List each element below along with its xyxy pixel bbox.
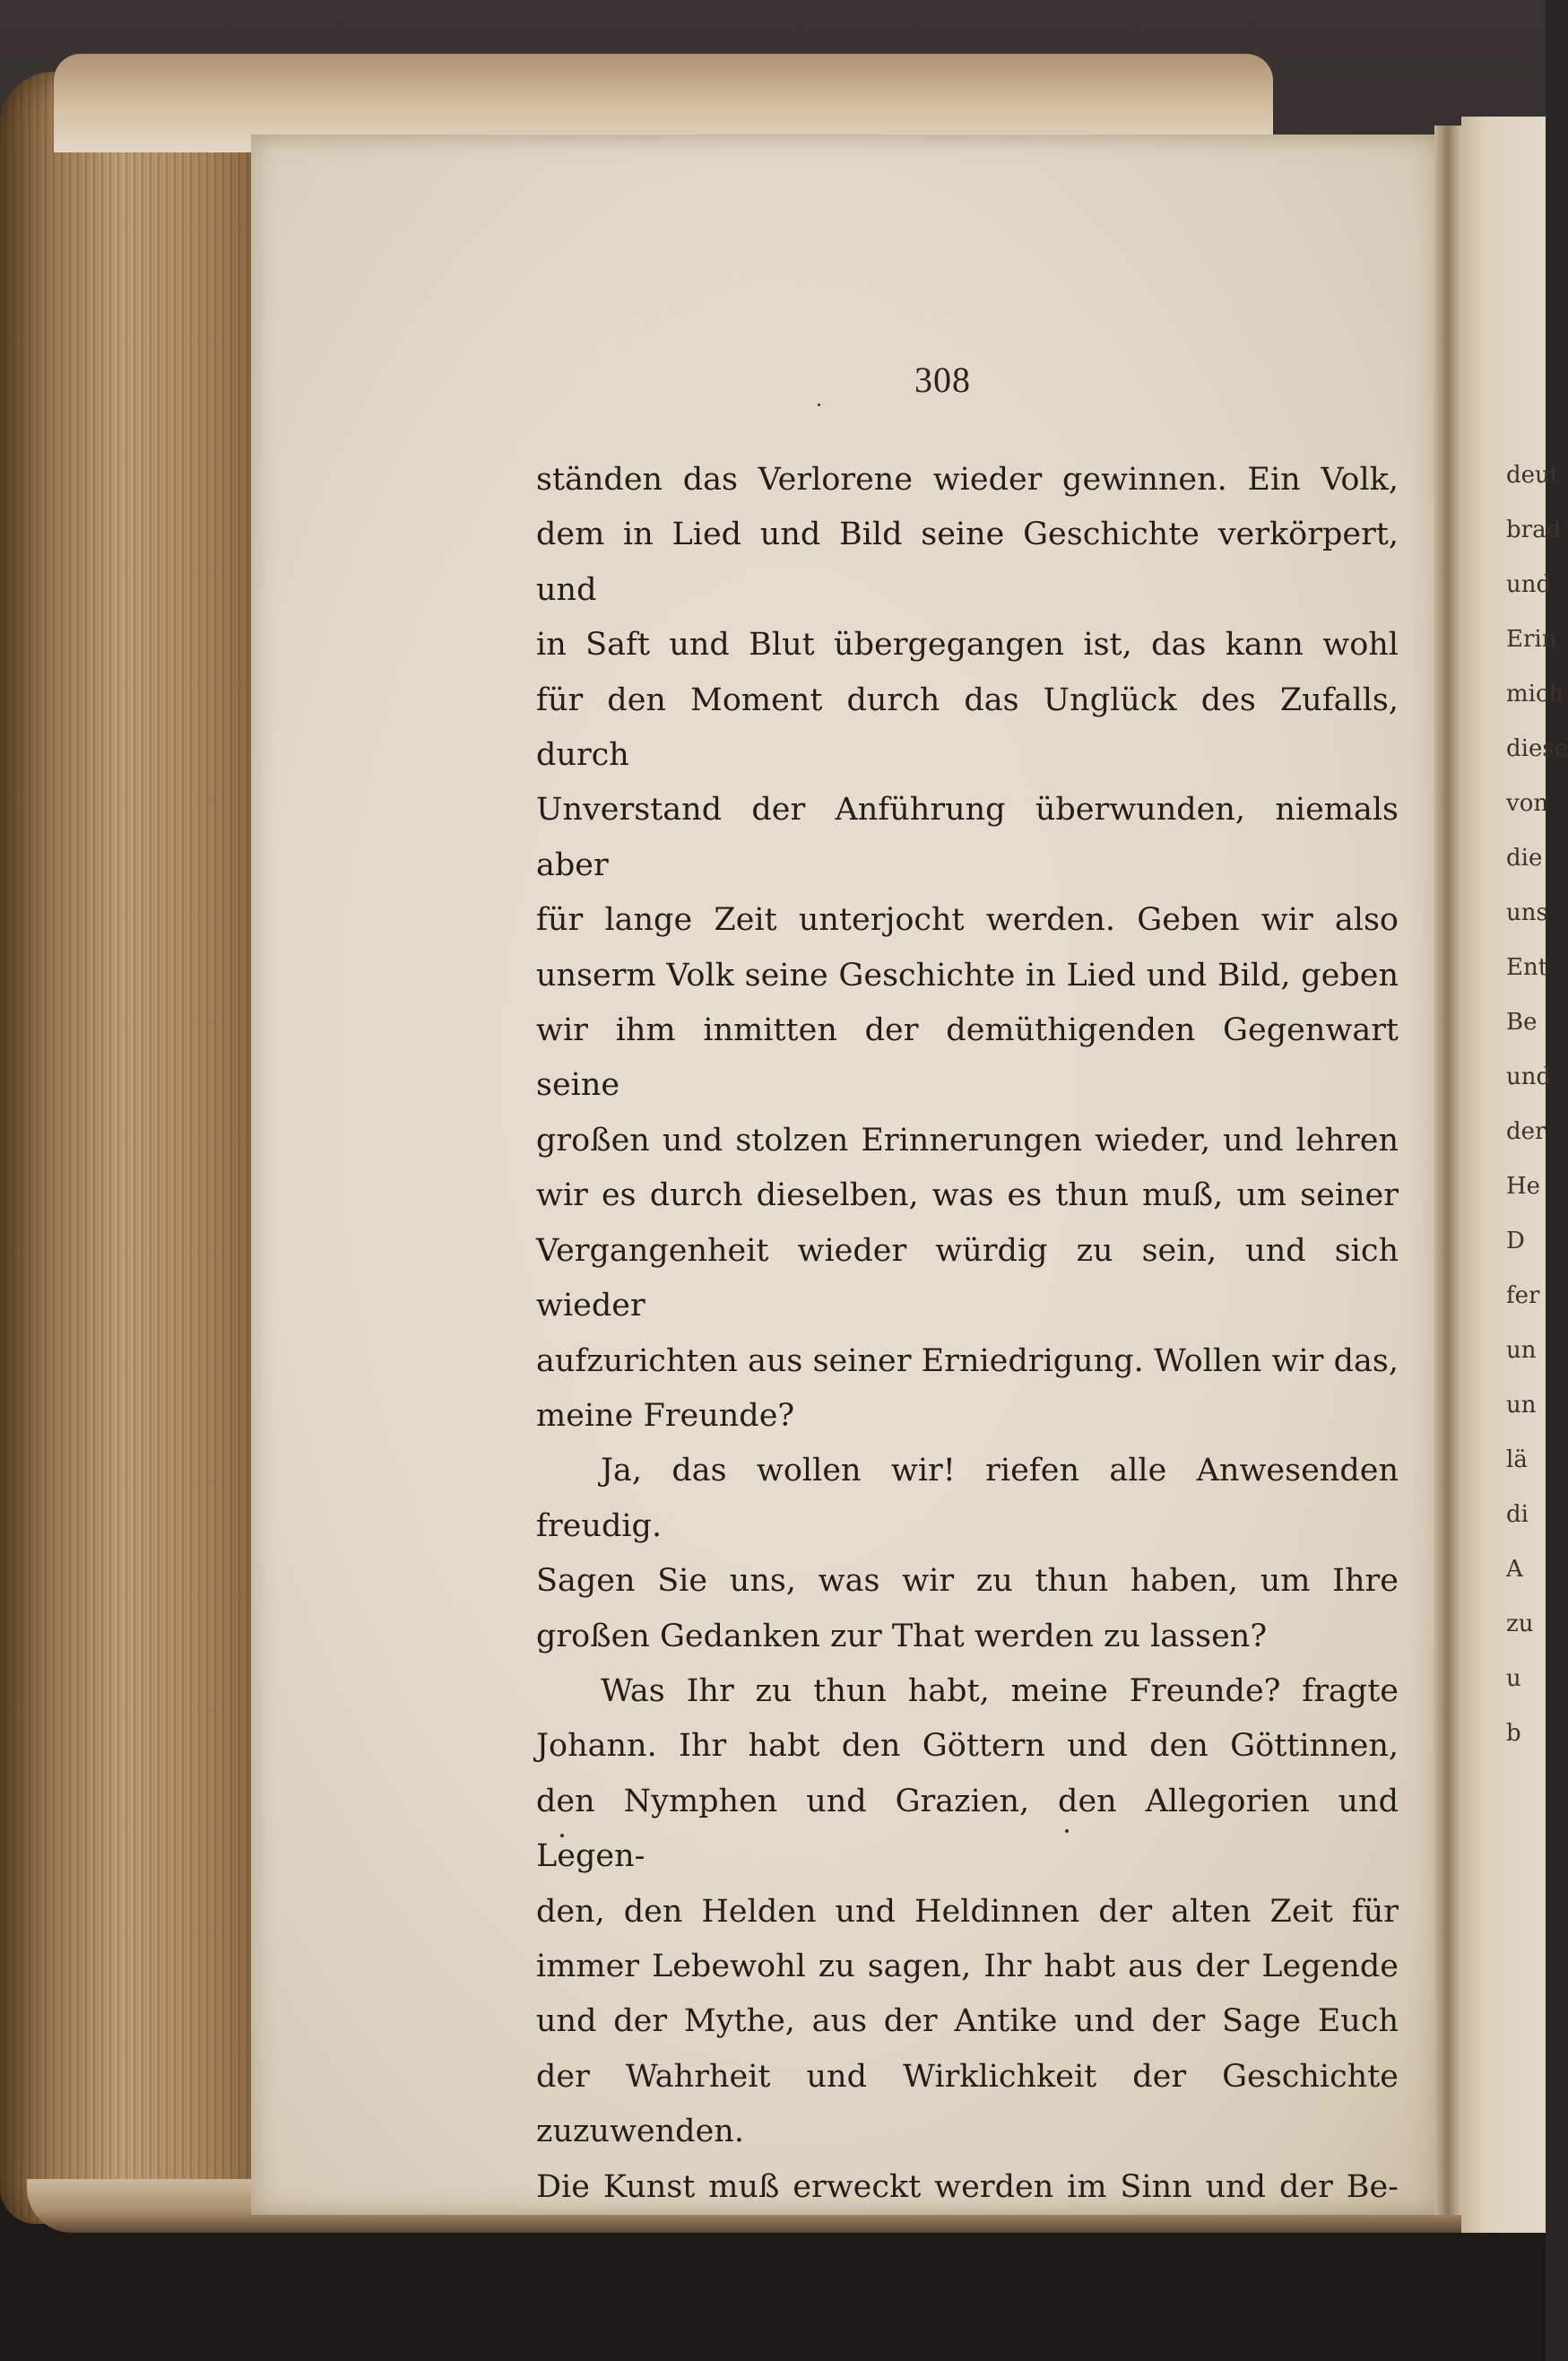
facing-fragment: und (1506, 1063, 1552, 1090)
paragraph-1-line-3: in Saft und Blut übergegangen ist, das kann wohl (536, 627, 1399, 664)
paragraph-3-line-4: den, den Helden und Heldinnen der alten Zeit für (536, 1893, 1399, 1930)
paragraph-1-line-5: Unverstand der Anführung überwunden, niemals aber (536, 792, 1399, 883)
paragraph-1-line-7: unserm Volk seine Geschichte in Lied und Bild, geben (536, 957, 1399, 994)
paragraph-3-line-5: immer Lebewohl zu sagen, Ihr habt aus der Legende (536, 1948, 1399, 1984)
paragraph-3-line-2: Johann. Ihr habt den Göttern und den Göttinnen, (536, 1728, 1399, 1765)
paragraph-3-line-1: Was Ihr zu thun habt, meine Freunde? fragte (601, 1672, 1399, 1709)
paper-speck (560, 1834, 564, 1837)
facing-fragment: von (1506, 790, 1549, 817)
facing-page-fragments (1506, 448, 1568, 1761)
facing-fragment: mich (1506, 681, 1564, 707)
paragraph-3-line-7: der Wahrheit und Wirklichkeit der Geschichte zuzuwenden. (536, 2058, 1399, 2150)
paragraph-3-line-6: und der Mythe, aus der Antike und der Sage Euch (536, 2003, 1399, 2040)
paragraph-3-line-8: Die Kunst muß erweckt werden im Sinn und der Be- (536, 2168, 1399, 2205)
paragraph-1-line-9: großen und stolzen Erinnerungen wieder, und lehren (536, 1122, 1399, 1159)
facing-fragment: Ent (1506, 954, 1548, 981)
facing-fragment: brad (1506, 516, 1562, 543)
facing-fragment: u (1506, 1665, 1521, 1692)
facing-fragment: zu (1506, 1610, 1534, 1637)
facing-fragment: lä (1506, 1446, 1528, 1473)
facing-fragment: di (1506, 1501, 1529, 1528)
page-number: 308 (914, 360, 971, 400)
facing-fragment: der (1506, 1118, 1546, 1145)
paragraph-1-line-2: dem in Lied und Bild seine Geschichte verkörpert, und (536, 516, 1399, 608)
facing-fragment: un (1506, 1337, 1537, 1364)
paper-speck (818, 404, 820, 406)
paragraph-1-line-6: für lange Zeit unterjocht werden. Geben wir also (536, 902, 1399, 939)
paragraph-1-line-10: wir es durch dieselben, was es thun muß, um seiner (536, 1177, 1399, 1214)
facing-fragment: und (1506, 571, 1552, 598)
paragraph-1-line-13: meine Freunde? (536, 1397, 795, 1434)
paragraph-2-line-1: Ja, das wollen wir! riefen alle Anwesenden freudig. (536, 1453, 1399, 1544)
facing-fragment: diese (1506, 735, 1568, 762)
paragraph-1-line-1: ständen das Verlorene wieder gewinnen. Ein Volk, (536, 462, 1399, 498)
facing-fragment: A (1506, 1556, 1523, 1583)
book-gutter (1434, 126, 1461, 2215)
paragraph-2-line-3: großen Gedanken zur That werden zu lassen? (536, 1618, 1268, 1654)
facing-fragment: uns (1506, 899, 1548, 926)
facing-fragment: un (1506, 1392, 1537, 1419)
paragraph-1-line-12: aufzurichten aus seiner Erniedrigung. Wollen wir das, (536, 1342, 1399, 1379)
paragraph-1-line-4: für den Moment durch das Unglück des Zufalls, durch (536, 681, 1399, 774)
facing-fragment: Erin (1506, 626, 1557, 653)
paper-speck (1065, 1829, 1069, 1833)
facing-fragment: fer (1506, 1282, 1540, 1309)
paragraph-2-line-2: Sagen Sie uns, was wir zu thun haben, um Ihre (536, 1563, 1399, 1600)
facing-fragment: deut (1506, 462, 1560, 489)
page-body-text (536, 453, 1399, 2215)
paragraph-1-line-8: wir ihm inmitten der demüthigenden Gegenwart seine (536, 1012, 1399, 1104)
facing-fragment: D (1506, 1228, 1525, 1254)
paragraph-1-line-11: Vergangenheit wieder würdig zu sein, und sich wieder (536, 1232, 1399, 1324)
facing-fragment: He (1506, 1173, 1541, 1200)
facing-fragment: Be (1506, 1009, 1538, 1036)
facing-fragment: die (1506, 845, 1543, 872)
page-block-edge (0, 72, 269, 2224)
facing-fragment: b (1506, 1720, 1521, 1747)
paragraph-3-line-3: den Nymphen und Grazien, den Allegorien und Legen- (536, 1783, 1399, 1875)
